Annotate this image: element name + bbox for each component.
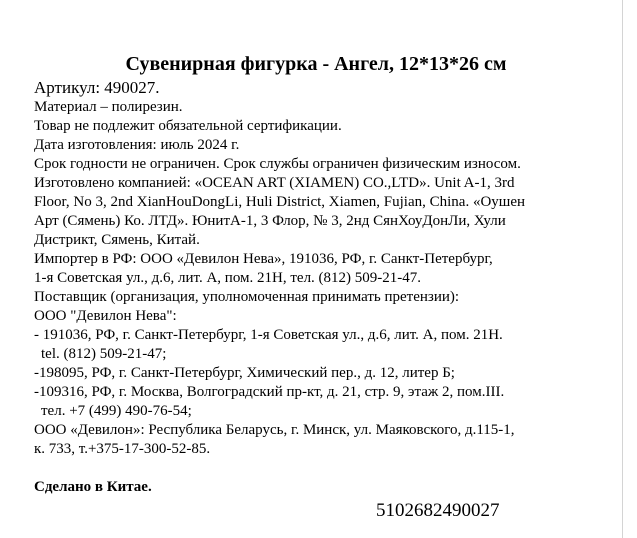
manufacturer-line: Дистрикт, Сямень, Китай.	[34, 232, 200, 248]
supplier-heading: Поставщик (организация, уполномоченная принимать претензии):	[34, 289, 460, 305]
importer-line: Импортер в РФ: ООО «Девилон Нева», 191036, РФ, г. Санкт-Петербург,	[34, 251, 493, 267]
supplier-company: ООО "Девилон Нева":	[34, 308, 177, 324]
shelf-life-line: Срок годности не ограничен. Срок службы ограничен физическим износом.	[34, 156, 521, 172]
importer-line: 1-я Советская ул., д.6, лит. А, пом. 21Н, тел. (812) 509-21-47.	[34, 270, 422, 286]
manufacturer-line: Изготовлено компанией: «OCEAN ART (XIAMEN) CO.,LTD». Unit A-1, 3rd	[34, 175, 515, 191]
manufacture-date-line: Дата изготовления: июль 2024 г.	[34, 137, 240, 153]
made-in-china: Сделано в Китае.	[34, 479, 152, 495]
supplier-phone: tel. (812) 509-21-47;	[41, 346, 167, 362]
certification-line: Товар не подлежит обязательной сертификации.	[34, 118, 342, 134]
manufacturer-line: Floor, No 3, 2nd XianHouDongLi, Huli District, Xiamen, Fujian, China. «Оушен	[34, 194, 526, 210]
material-line: Материал – полирезин.	[34, 99, 183, 115]
belarus-supplier-contact: к. 733, т.+375-17-300-52-85.	[34, 441, 211, 457]
manufacturer-line: Арт (Сямень) Ко. ЛТД». ЮнитА-1, 3 Флор, № 3, 2нд СянХоуДонЛи, Хули	[34, 213, 506, 229]
supplier-address: - 191036, РФ, г. Санкт-Петербург, 1-я Советская ул., д.6, лит. А, пом. 21Н.	[34, 327, 503, 343]
supplier-phone: тел. +7 (499) 490-76-54;	[41, 403, 192, 419]
belarus-supplier: ООО «Девилон»: Республика Беларусь, г. Минск, ул. Маяковского, д.115-1,	[34, 422, 515, 438]
article-number: Артикул: 490027.	[34, 78, 160, 97]
supplier-address: -198095, РФ, г. Санкт-Петербург, Химический пер., д. 12, литер Б;	[34, 365, 455, 381]
product-title: Сувенирная фигурка - Ангел, 12*13*26 см	[125, 53, 507, 75]
supplier-address: -109316, РФ, г. Москва, Волгоградский пр-кт, д. 21, стр. 9, этаж 2, пом.III.	[34, 384, 505, 400]
barcode-number: 5102682490027	[376, 500, 500, 521]
label-content	[34, 52, 594, 497]
